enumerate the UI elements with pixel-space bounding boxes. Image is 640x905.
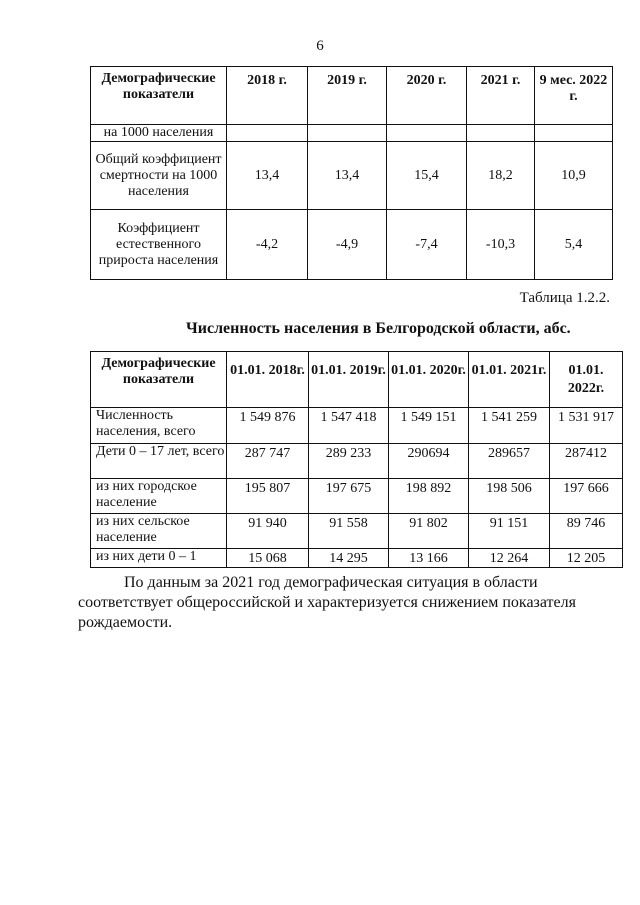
header-cell: 2018 г. <box>227 67 308 125</box>
table-row <box>91 444 623 479</box>
table-cell: 1 541 259 <box>469 408 550 444</box>
table-cell: 198 506 <box>469 479 550 514</box>
table-cell: 13,4 <box>227 142 308 210</box>
header-cell: 01.01. 2020г. <box>389 352 469 408</box>
header-cell: 01.01. 2018г. <box>227 352 309 408</box>
table-header-row <box>91 67 613 125</box>
header-cell: Демографические показатели <box>91 352 227 408</box>
table-row <box>91 549 623 568</box>
header-cell: 01.01. 2019г. <box>309 352 389 408</box>
table-cell: 15 068 <box>227 549 309 568</box>
row-label: на 1000 населения <box>91 125 227 142</box>
table-cell: 1 547 418 <box>309 408 389 444</box>
table-cell: 13,4 <box>308 142 387 210</box>
row-label: из них городское население <box>91 479 227 514</box>
table-header-row <box>91 352 623 408</box>
table-row <box>91 125 613 142</box>
table-cell: 14 295 <box>309 549 389 568</box>
table-cell: 197 666 <box>550 479 623 514</box>
table-cell: 5,4 <box>535 210 613 280</box>
table-cell <box>387 125 467 142</box>
table-cell: 91 558 <box>309 514 389 549</box>
table-cell: -10,3 <box>467 210 535 280</box>
header-cell: 2020 г. <box>387 67 467 125</box>
table-cell: 13 166 <box>389 549 469 568</box>
table-cell: 287412 <box>550 444 623 479</box>
table-cell <box>227 125 308 142</box>
table-title: Численность населения в Белгородской области, абс. <box>186 320 571 337</box>
header-cell: 01.01. 2021г. <box>469 352 550 408</box>
table-cell: 290694 <box>389 444 469 479</box>
table-cell <box>467 125 535 142</box>
table-cell: 10,9 <box>535 142 613 210</box>
table-cell: 91 802 <box>389 514 469 549</box>
table-row <box>91 479 623 514</box>
table-row <box>91 408 623 444</box>
table-cell <box>535 125 613 142</box>
table-cell: -7,4 <box>387 210 467 280</box>
table-cell: 12 264 <box>469 549 550 568</box>
row-label: Коэффициент естественного прироста населения <box>91 210 227 280</box>
table-caption: Таблица 1.2.2. <box>519 290 610 306</box>
header-cell: 2021 г. <box>467 67 535 125</box>
table-cell: 91 151 <box>469 514 550 549</box>
page-number: 6 <box>316 38 324 54</box>
table-cell: 198 892 <box>389 479 469 514</box>
header-cell: Демографические показатели <box>91 67 227 125</box>
table-row <box>91 514 623 549</box>
population-table <box>90 351 623 568</box>
row-label: из них дети 0 – 1 <box>91 549 227 568</box>
table-cell <box>308 125 387 142</box>
table-cell: 18,2 <box>467 142 535 210</box>
table-cell: 289 233 <box>309 444 389 479</box>
table-cell: -4,2 <box>227 210 308 280</box>
table-cell: 1 549 876 <box>227 408 309 444</box>
table-cell: 1 531 917 <box>550 408 623 444</box>
row-label: из них сельское население <box>91 514 227 549</box>
row-label: Общий коэффициент смертности на 1000 населения <box>91 142 227 210</box>
table-cell: 1 549 151 <box>389 408 469 444</box>
row-label: Численность населения, всего <box>91 408 227 444</box>
table-cell: 89 746 <box>550 514 623 549</box>
table-cell: 15,4 <box>387 142 467 210</box>
table-row <box>91 142 613 210</box>
header-cell: 2019 г. <box>308 67 387 125</box>
table-cell: 91 940 <box>227 514 309 549</box>
table-cell: 195 807 <box>227 479 309 514</box>
table-row <box>91 210 613 280</box>
header-cell: 9 мес. 2022 г. <box>535 67 613 125</box>
table-cell: 287 747 <box>227 444 309 479</box>
row-label: Дети 0 – 17 лет, всего <box>91 444 227 479</box>
table-cell: 289657 <box>469 444 550 479</box>
mortality-table <box>90 66 613 280</box>
table-cell: 197 675 <box>309 479 389 514</box>
table-cell: 12 205 <box>550 549 623 568</box>
header-cell: 01.01. 2022г. <box>550 352 623 408</box>
body-paragraph: По данным за 2021 год демографическая ситуация в области соответствует общероссийской и характеризуется снижением показателя рождаемости. <box>78 574 576 631</box>
table-cell: -4,9 <box>308 210 387 280</box>
